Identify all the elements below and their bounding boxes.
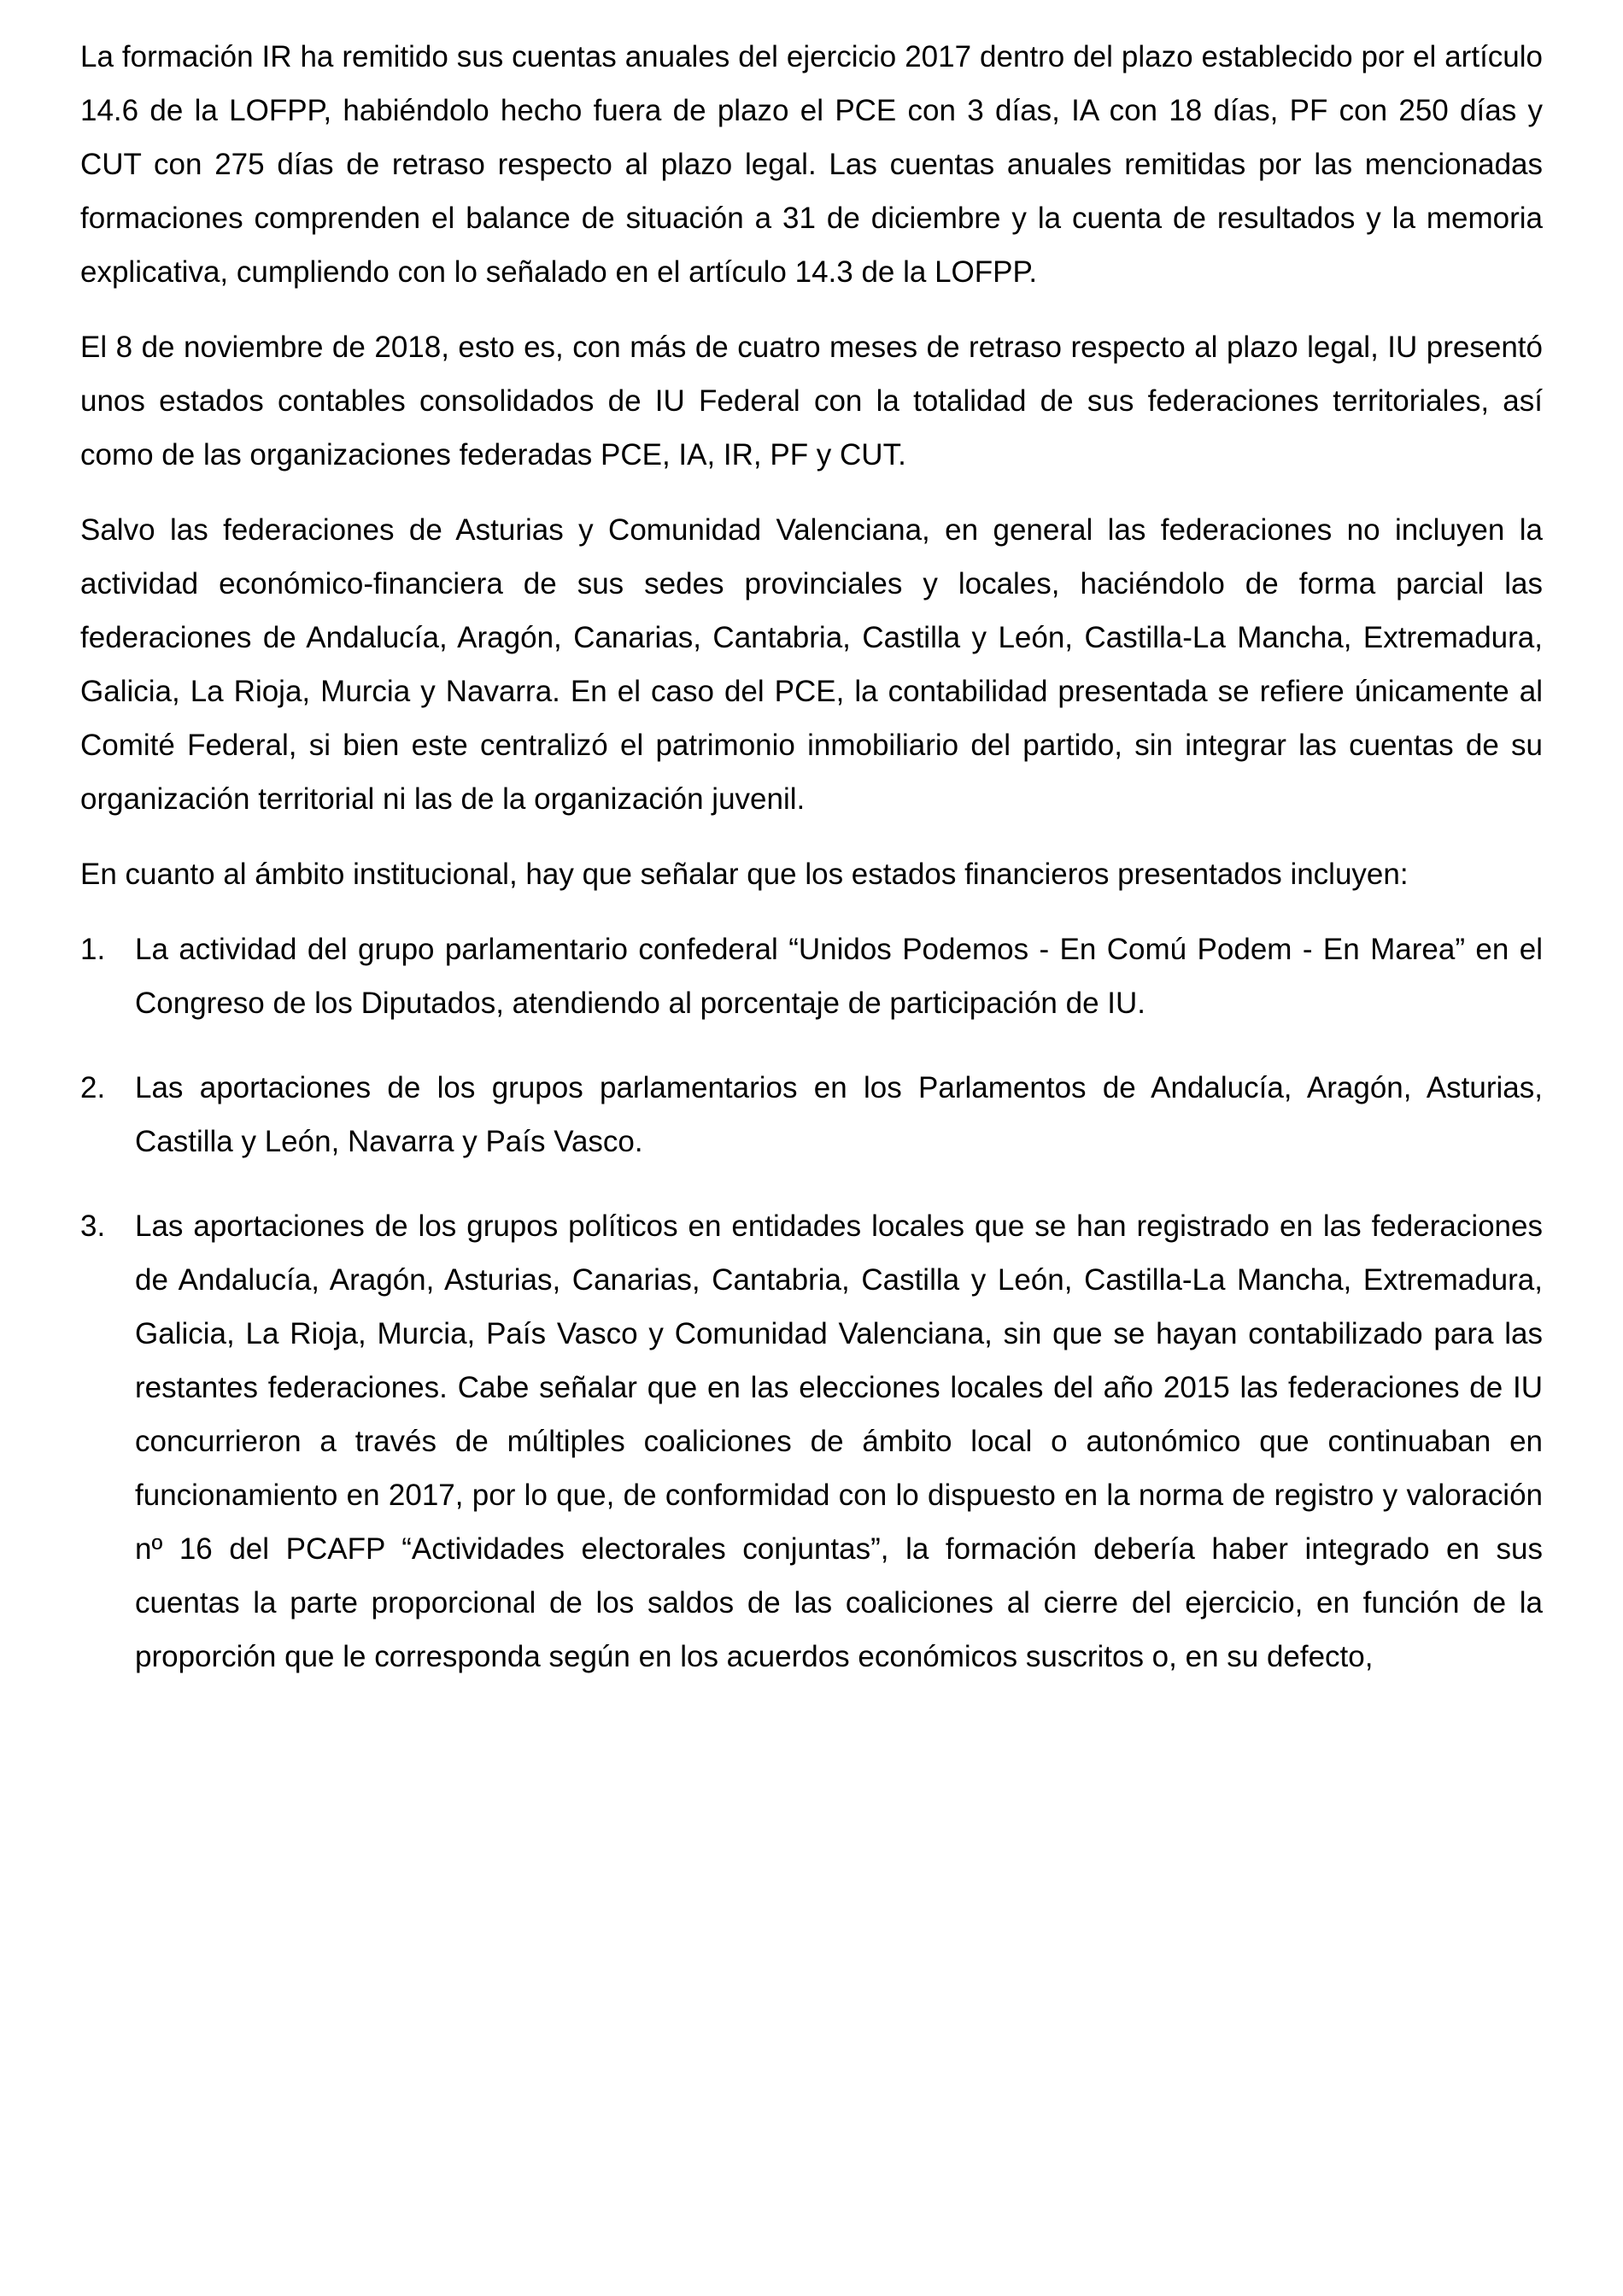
list-item-text: La actividad del grupo parlamentario confederal “Unidos Podemos - En Comú Podem - En Marea” en el Congreso de los Diputados, atendiendo al porcentaje de participación de IU. xyxy=(135,933,1543,1020)
list-item xyxy=(80,1199,1543,1684)
paragraph-federaciones: Salvo las federaciones de Asturias y Comunidad Valenciana, en general las federaciones no incluyen la actividad económico-financiera de sus sedes provinciales y locales, haciéndolo de forma parcial las federaciones de Andalucía, Aragón, Canarias, Cantabria, Castilla y León, Castilla-La Mancha, Extremadura, Galicia, La Rioja, Murcia y Navarra. En el caso del PCE, la contabilidad presentada se refiere únicamente al Comité Federal, si bien este centralizó el patrimonio inmobiliario del partido, sin integrar las cuentas de su organización territorial ni las de la organización juvenil. xyxy=(80,513,1543,816)
list-item xyxy=(80,1061,1543,1168)
document-body xyxy=(80,30,1543,1714)
paragraph-cuentas-anuales: La formación IR ha remitido sus cuentas anuales del ejercicio 2017 dentro del plazo establecido por el artículo 14.6 de la LOFPP, habiéndolo hecho fuera de plazo el PCE con 3 días, IA con 18 días, PF con 250 días y CUT con 275 días de retraso respecto al plazo legal. Las cuentas anuales remitidas por las mencionadas formaciones comprenden el balance de situación a 31 de diciembre y la cuenta de resultados y la memoria explicativa, cumpliendo con lo señalado en el artículo 14.3 de la LOFPP. xyxy=(80,40,1543,289)
list-item-number: 1. xyxy=(80,933,106,966)
list-item-text: Las aportaciones de los grupos políticos en entidades locales que se han registrado en las federaciones de Andalucía, Aragón, Asturias, Canarias, Cantabria, Castilla y León, Castilla-La Mancha, Extremadura, Galicia, La Rioja, Murcia, País Vasco y Comunidad Valenciana, sin que se hayan contabilizado para las restantes federaciones. Cabe señalar que en las elecciones locales del año 2015 las federaciones de IU concurrieron a través de múltiples coaliciones de ámbito local o autonómico que continuaban en funcionamiento en 2017, por lo que, de conformidad con lo dispuesto en la norma de registro y valoración nº 16 del PCAFP “Actividades electorales conjuntas”, la formación debería haber integrado en sus cuentas la parte proporcional de los saldos de las coaliciones al cierre del ejercicio, en función de la proporción que le corresponda según en los acuerdos económicos suscritos o, en su defecto, xyxy=(135,1210,1543,1673)
list-item-number: 3. xyxy=(80,1210,106,1243)
list-item xyxy=(80,922,1543,1030)
institutional-scope-list xyxy=(80,922,1543,1684)
paragraph-ambito-institucional: En cuanto al ámbito institucional, hay que señalar que los estados financieros presentados incluyen: xyxy=(80,858,1409,891)
paragraph-estados-consolidados: El 8 de noviembre de 2018, esto es, con más de cuatro meses de retraso respecto al plazo legal, IU presentó unos estados contables consolidados de IU Federal con la totalidad de sus federaciones territoriales, así como de las organizaciones federadas PCE, IA, IR, PF y CUT. xyxy=(80,331,1543,472)
list-item-number: 2. xyxy=(80,1071,106,1104)
list-item-text: Las aportaciones de los grupos parlamentarios en los Parlamentos de Andalucía, Aragón, Asturias, Castilla y León, Navarra y País Vasco. xyxy=(135,1071,1543,1158)
